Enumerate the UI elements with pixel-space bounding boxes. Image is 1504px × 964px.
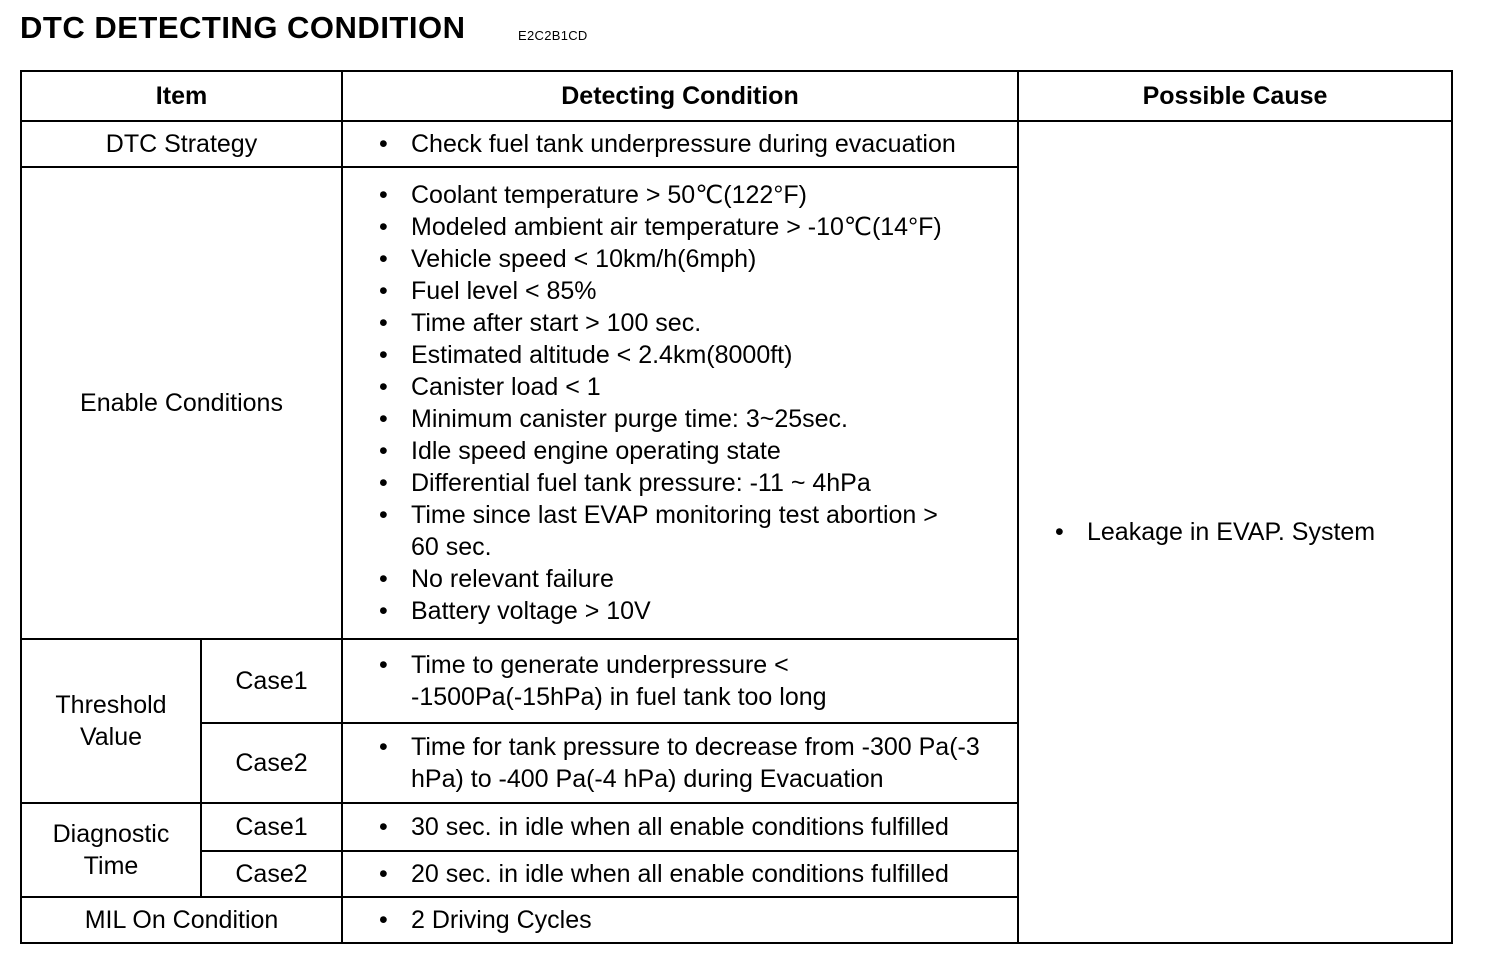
header-item: Item: [21, 71, 342, 121]
dtc-condition-table: [20, 70, 1453, 944]
diagnostic-case2-cell: [342, 851, 1018, 897]
enable-conditions-cell: [342, 167, 1018, 639]
diagnostic-case1-cell: [342, 803, 1018, 851]
diagnostic-case1-label: Case1: [201, 803, 342, 851]
list-item: • Time since last EVAP monitoring test abortion > 60 sec.: [379, 499, 1009, 563]
header-possible-cause: Possible Cause: [1018, 71, 1452, 121]
mil-on-condition: • 2 Driving Cycles: [379, 904, 1009, 936]
diagnostic-case2-condition: • 20 sec. in idle when all enable conditions fulfilled: [379, 858, 1009, 890]
page-title: DTC DETECTING CONDITION: [20, 10, 466, 45]
list-item: • Modeled ambient air temperature > -10℃(14°F): [379, 211, 1009, 243]
mil-on-condition-label: MIL On Condition: [21, 897, 342, 943]
list-item: • Estimated altitude < 2.4km(8000ft): [379, 339, 1009, 371]
possible-cause: • Leakage in EVAP. System: [1055, 516, 1451, 548]
threshold-case2-condition: • Time for tank pressure to decrease from -300 Pa(-3 hPa) to -400 Pa(-4 hPa) during Evacuation: [379, 731, 1009, 795]
list-item: • Battery voltage > 10V: [379, 595, 1009, 627]
threshold-case1-label: Case1: [201, 639, 342, 723]
document-code: E2C2B1CD: [518, 28, 588, 43]
list-item: • Minimum canister purge time: 3~25sec.: [379, 403, 1009, 435]
threshold-case2-cell: [342, 723, 1018, 803]
list-item: • No relevant failure: [379, 563, 1009, 595]
list-item: • Idle speed engine operating state: [379, 435, 1009, 467]
enable-conditions-label: Enable Conditions: [21, 167, 342, 639]
dtc-strategy-condition: • Check fuel tank underpressure during evacuation: [379, 128, 1009, 160]
dtc-strategy-condition-cell: [342, 121, 1018, 167]
mil-on-condition-cell: [342, 897, 1018, 943]
possible-cause-cell: [1018, 121, 1452, 943]
threshold-case1-condition: • Time to generate underpressure < -1500Pa(-15hPa) in fuel tank too long: [379, 649, 1009, 713]
enable-conditions-list: [379, 179, 1009, 627]
list-item: • Vehicle speed < 10km/h(6mph): [379, 243, 1009, 275]
header-row: [21, 71, 1452, 121]
row-dtc-strategy: [21, 121, 1452, 167]
header-detecting-condition: Detecting Condition: [342, 71, 1018, 121]
threshold-case1-cell: [342, 639, 1018, 723]
threshold-value-label: Threshold Value: [21, 639, 201, 803]
diagnostic-case1-condition: • 30 sec. in idle when all enable conditions fulfilled: [379, 811, 1009, 843]
dtc-strategy-label: DTC Strategy: [21, 121, 342, 167]
diagnostic-case2-label: Case2: [201, 851, 342, 897]
list-item: • Differential fuel tank pressure: -11 ~ 4hPa: [379, 467, 1009, 499]
list-item: • Coolant temperature > 50℃(122°F): [379, 179, 1009, 211]
list-item: • Time after start > 100 sec.: [379, 307, 1009, 339]
list-item: • Canister load < 1: [379, 371, 1009, 403]
threshold-case2-label: Case2: [201, 723, 342, 803]
diagnostic-time-label: Diagnostic Time: [21, 803, 201, 897]
list-item: • Fuel level < 85%: [379, 275, 1009, 307]
